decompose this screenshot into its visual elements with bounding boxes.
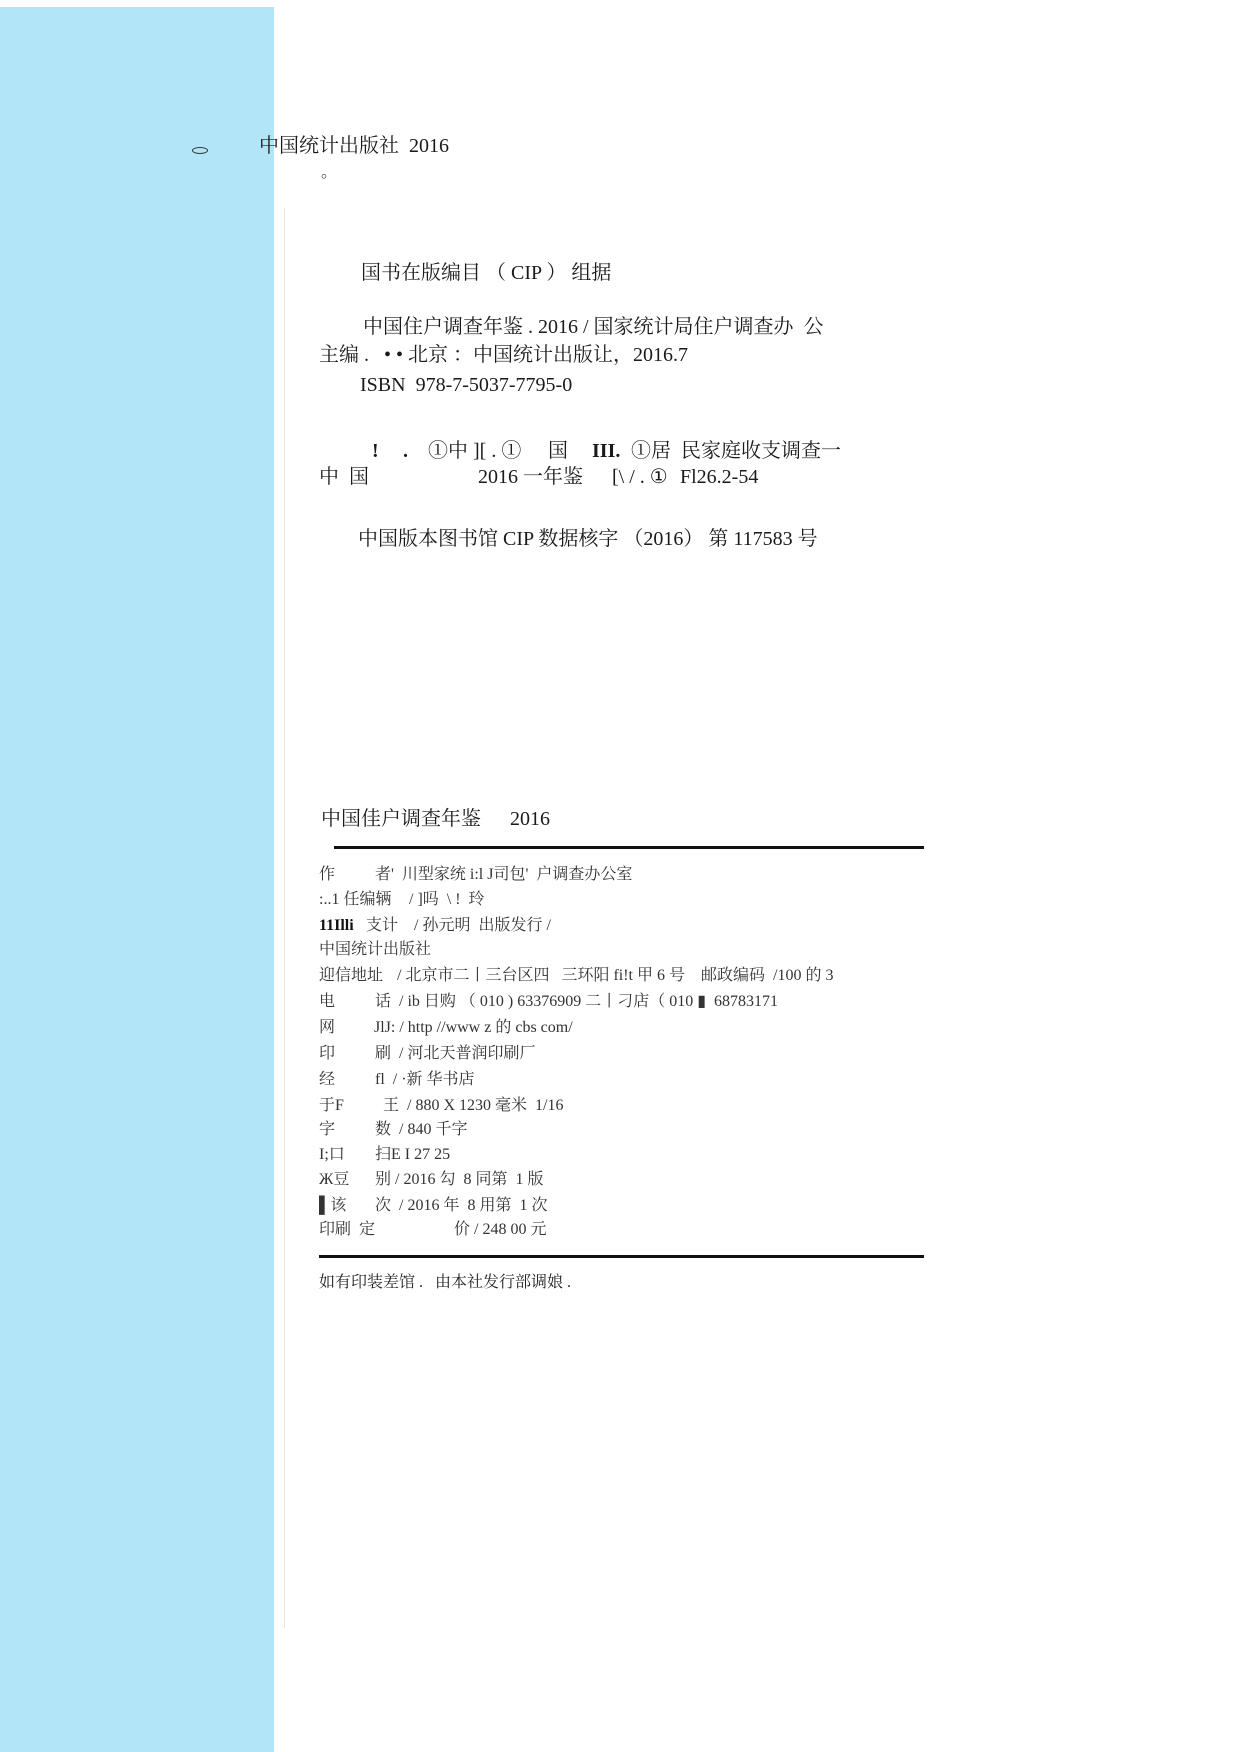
colophon-label: 支计	[366, 917, 399, 934]
colophon-value: 刷 / 河北天普润印刷厂	[375, 1045, 536, 1062]
colophon-value: 话 / ib 日购 （ 010 ) 63376909 二丨刁店（ 010 ▮ 68783171	[375, 993, 779, 1010]
colophon-value: 王 / 880 X 1230 毫米 1/16	[383, 1097, 564, 1114]
colophon-label: 作	[319, 866, 336, 883]
footer-notice: 如有印装差馆 . 由本社发行部调娘 .	[319, 1274, 572, 1291]
colophon-value: / ]吗 \ ! 玲	[409, 891, 485, 908]
cip-number: 中国版本图书馆 CIP 数据核字 （2016） 第 117583 号	[358, 528, 818, 550]
margin-line	[284, 208, 285, 1628]
colophon-value: 次 / 2016 年 8 用第 1 次	[375, 1197, 548, 1214]
colophon-value: 价 / 248 00 元	[454, 1221, 547, 1238]
colophon-label: I;口	[319, 1146, 345, 1163]
colophon-label: 网	[319, 1019, 336, 1036]
publisher-year: 中国统计出版社 2016	[259, 135, 449, 157]
header-mark: 。	[321, 164, 338, 181]
class-seg-4: 国	[548, 440, 568, 462]
colophon-value: 扫E I 27 25	[375, 1146, 451, 1163]
cip-title-line: 中国住户调查年鉴 . 2016 / 国家统计局住户调查办 公	[363, 316, 824, 338]
colophon-title: 中国佳户调查年鉴	[321, 808, 481, 830]
colophon-lead: 11Illi	[319, 917, 354, 934]
cip-editor-line: 主编 . • • 北京 ：中国统计出版让，2016.7	[319, 344, 689, 366]
colophon-label: 迎信地址	[319, 967, 384, 984]
class-seg-5: III.	[592, 440, 621, 462]
cip-isbn: ISBN 978-7-5037-7795-0	[360, 374, 573, 396]
class2-code: Fl26.2-54	[680, 466, 759, 488]
colophon-value: fl / ·新 华书店	[375, 1071, 475, 1088]
colophon-label: Ж豆	[319, 1171, 350, 1188]
class2-bracket: [\ / . ①	[612, 466, 668, 488]
top-rule	[334, 846, 924, 849]
colophon-label: 经	[319, 1071, 336, 1088]
colophon-label: ▌该	[319, 1197, 347, 1214]
colophon-value: 者' 川型家统 i:l J司包' 户调查办公室	[375, 866, 633, 883]
colophon-label: 印刷 定	[319, 1221, 376, 1238]
class-seg-6: ①居 民家庭收支调查一	[631, 440, 841, 462]
colophon-title-year: 2016	[510, 808, 550, 830]
cip-heading: 国书在版编目 （ CIP ） 组据	[361, 262, 612, 284]
colophon-label: 中国统计出版社	[319, 941, 432, 958]
colophon-label: :..1 任编辆	[319, 891, 392, 908]
class-seg-3: ①中 ][ . ①	[428, 440, 522, 462]
class2-left: 中 国	[319, 466, 369, 488]
colophon-value: / 北京市二丨三台区四 三环阳 fi!t 甲 6 号 邮政编码 /100 的 3	[397, 967, 834, 984]
colophon-value: JlJ: / http //www z 的 cbs com/	[374, 1019, 573, 1036]
scan-artifact-mark	[192, 147, 208, 154]
colophon-value: 别 / 2016 勾 8 同第 1 版	[375, 1171, 544, 1188]
colophon-value: 数 / 840 千字	[375, 1121, 468, 1138]
colophon-label: 字	[319, 1121, 336, 1138]
colophon-label: 电	[319, 993, 336, 1010]
bottom-rule	[319, 1255, 924, 1258]
colophon-label: 于F	[319, 1097, 344, 1114]
colophon-value: / 孙元明 出版发行 /	[414, 917, 551, 934]
colophon-label: 印	[319, 1045, 336, 1062]
class-seg-2: .	[403, 440, 408, 462]
class-seg-1: !	[372, 440, 379, 462]
class2-mid: 2016 一年鉴	[478, 466, 583, 488]
side-band	[0, 7, 274, 1752]
